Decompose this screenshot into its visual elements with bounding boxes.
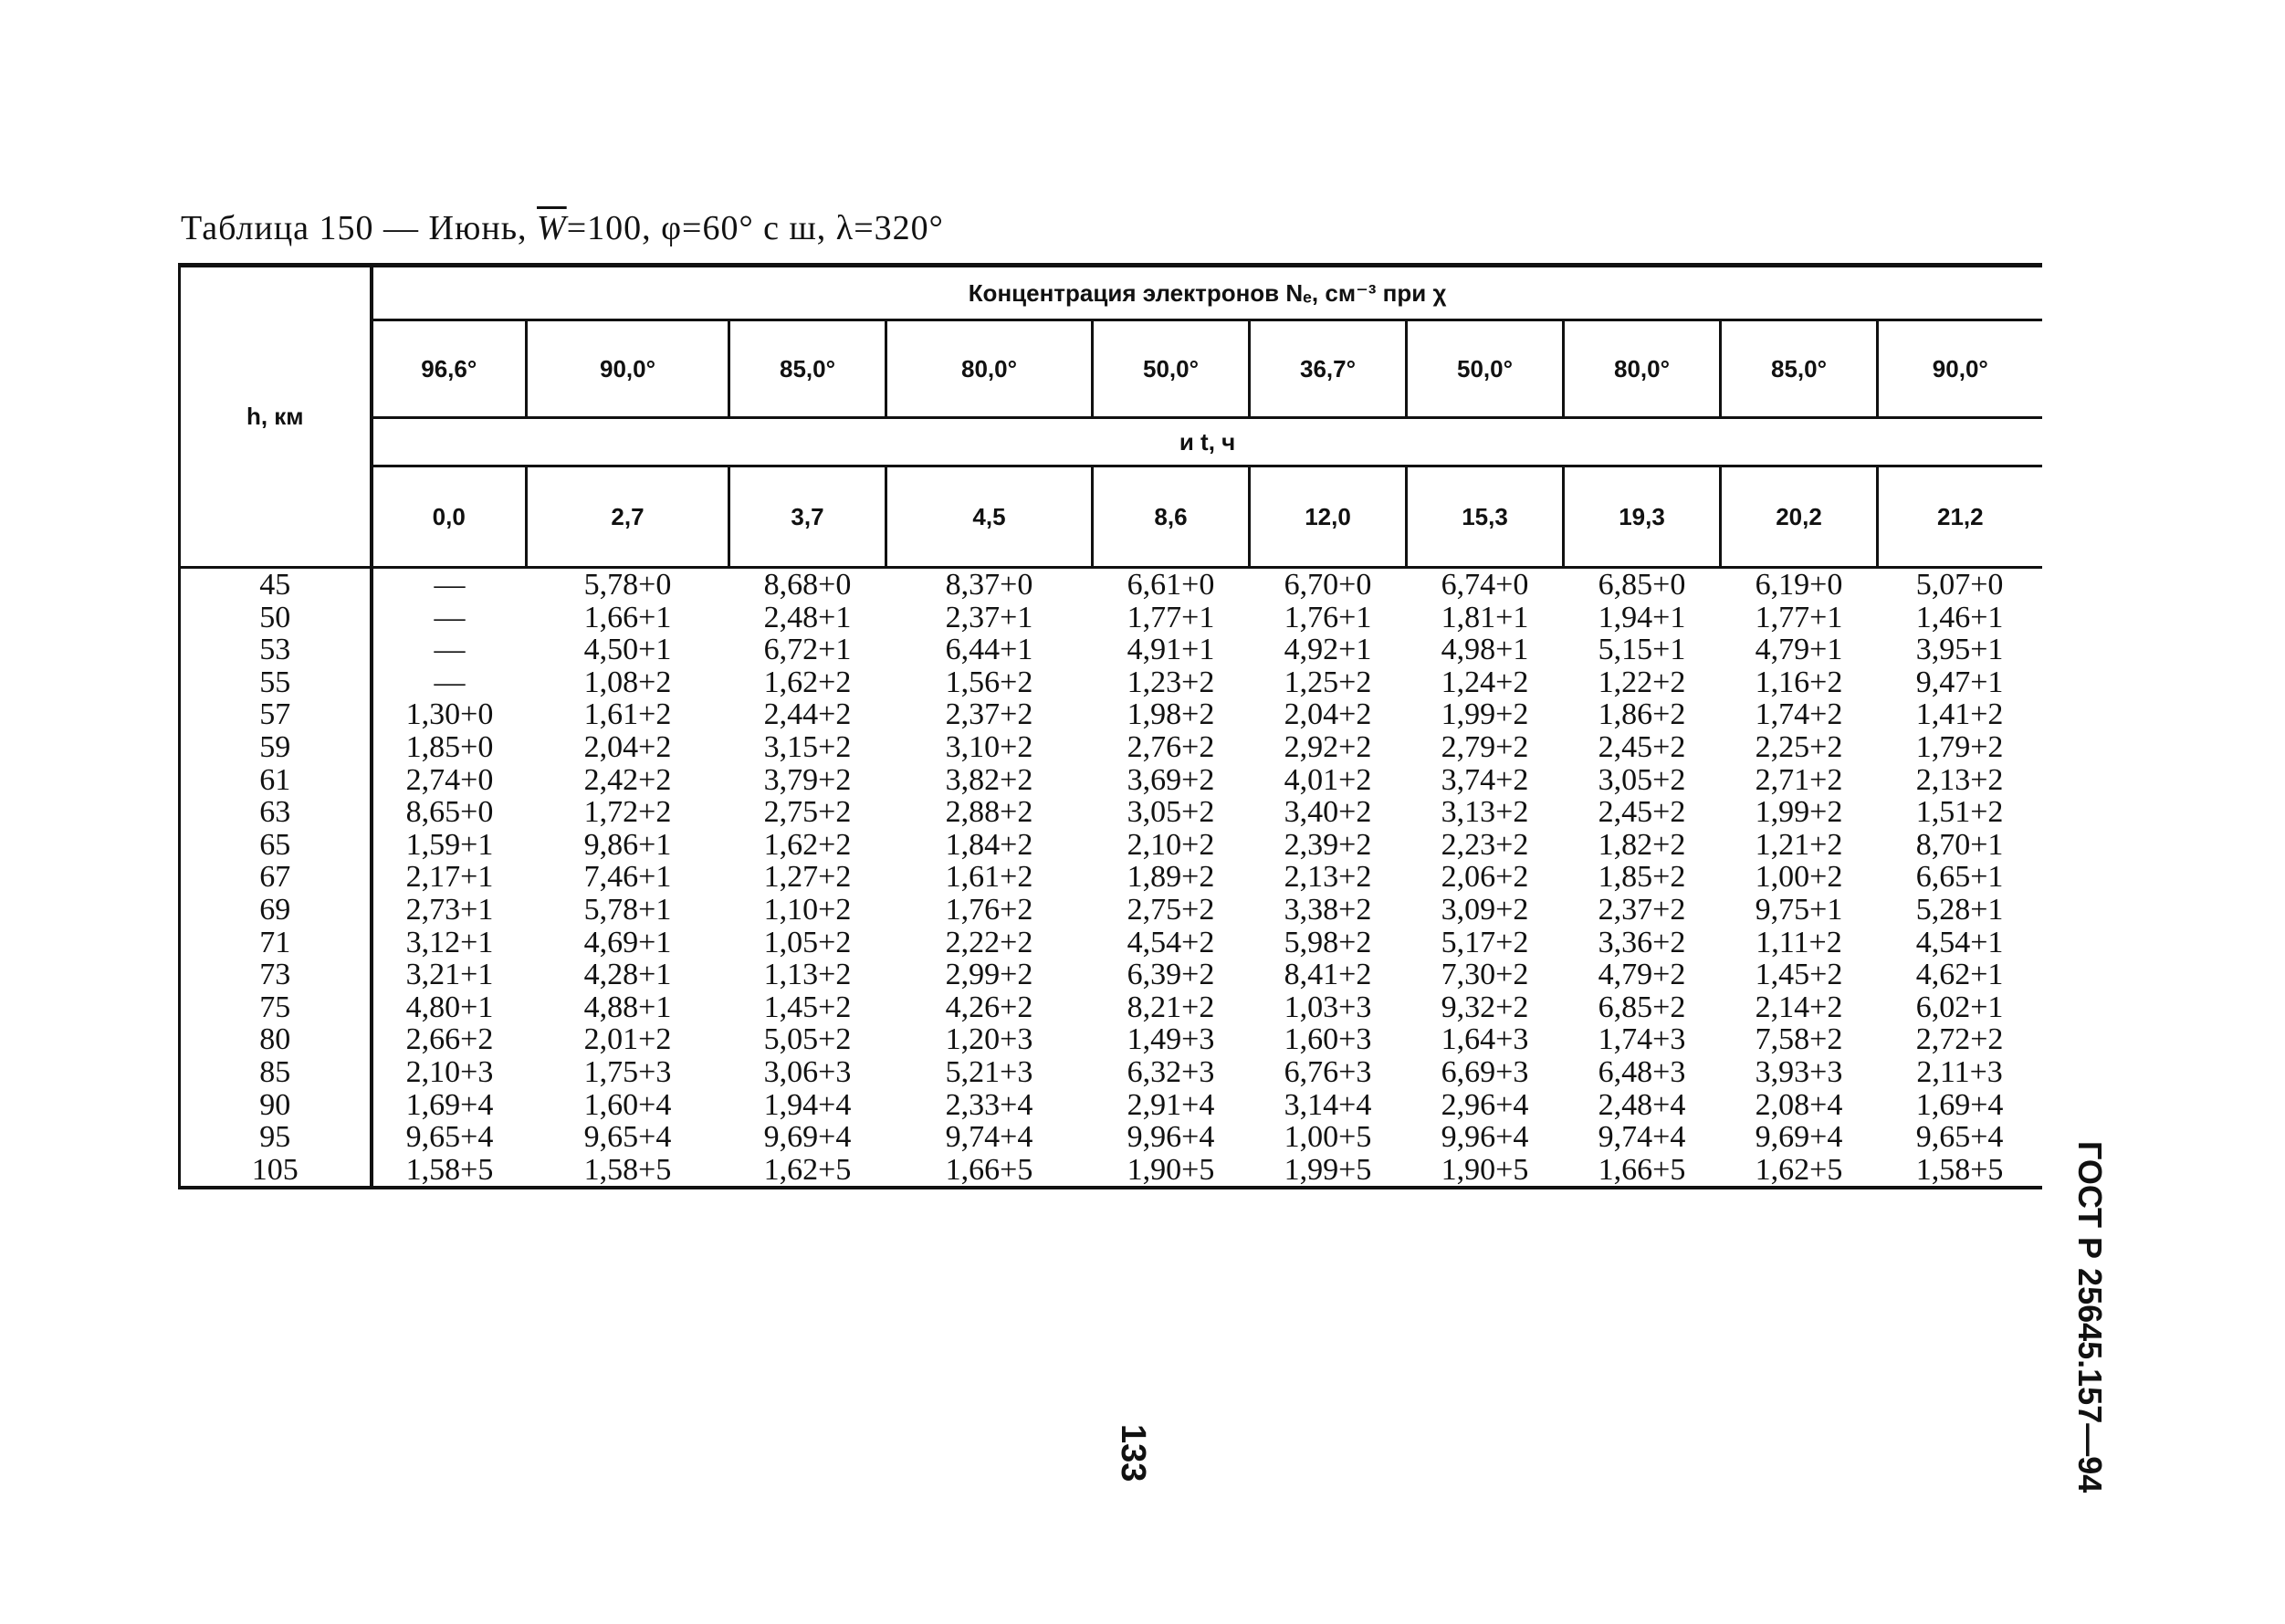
concentration-cell: 7,58+2 (1755, 1022, 1843, 1057)
concentration-cell: 3,40+2 (1284, 795, 1372, 830)
concentration-cell: 2,72+2 (1915, 1022, 2004, 1057)
table-row (180, 1023, 2042, 1056)
concentration-cell: 1,69+4 (405, 1087, 494, 1122)
concentration-cell: 1,58+5 (405, 1152, 494, 1187)
altitude-cell: 90 (180, 1089, 372, 1122)
concentration-cell: 2,14+2 (1755, 990, 1843, 1024)
concentration-cell: 1,79+2 (1915, 729, 2004, 764)
concentration-cell: 1,60+4 (583, 1087, 672, 1122)
concentration-cell: 4,91+1 (1127, 633, 1215, 667)
concentration-cell: 9,47+1 (1915, 665, 2004, 699)
concentration-cell: 1,85+0 (405, 729, 494, 764)
concentration-cell: 1,86+2 (1598, 697, 1686, 732)
angle-header-row (180, 320, 2042, 418)
concentration-cell: 4,62+1 (1915, 958, 2004, 992)
concentration-cell: 1,81+1 (1441, 600, 1529, 634)
concentration-cell: 6,85+0 (1598, 568, 1686, 602)
table-body (180, 568, 2042, 1189)
table-row (180, 829, 2042, 862)
concentration-cell: 1,74+2 (1755, 697, 1843, 732)
concentration-cell: 1,23+2 (1127, 665, 1215, 699)
concentration-cell: 1,49+3 (1127, 1022, 1215, 1057)
table-row (180, 568, 2042, 602)
concentration-cell: 2,13+2 (1284, 860, 1372, 895)
concentration-cell: 1,41+2 (1915, 697, 2004, 732)
table-row (180, 698, 2042, 731)
concentration-cell: 3,05+2 (1598, 762, 1686, 797)
concentration-cell: 2,10+3 (405, 1054, 494, 1089)
concentration-cell: 1,82+2 (1598, 827, 1686, 862)
concentration-cell: 2,73+1 (405, 892, 494, 927)
concentration-cell: 2,75+2 (763, 795, 852, 830)
concentration-cell: 1,99+5 (1284, 1152, 1372, 1187)
concentration-cell: 2,79+2 (1441, 729, 1529, 764)
concentration-cell: 2,45+2 (1598, 729, 1686, 764)
concentration-cell: 1,00+5 (1284, 1120, 1372, 1155)
time-header-cell: 12,0 (1250, 466, 1407, 568)
table-row (180, 991, 2042, 1024)
angle-header-cell: 85,0° (1721, 320, 1878, 418)
concentration-cell: 1,74+3 (1598, 1022, 1686, 1057)
concentration-cell: 1,66+5 (945, 1152, 1033, 1187)
concentration-cell: — (434, 600, 466, 634)
concentration-cell: 2,99+2 (945, 958, 1033, 992)
concentration-cell: 6,69+3 (1441, 1054, 1529, 1089)
angle-header-cell: 96,6° (372, 320, 527, 418)
concentration-cell: 4,01+2 (1284, 762, 1372, 797)
concentration-cell: 2,23+2 (1441, 827, 1529, 862)
concentration-cell: 4,79+1 (1755, 633, 1843, 667)
altitude-cell: 69 (180, 894, 372, 927)
concentration-cell: 1,10+2 (763, 892, 852, 927)
concentration-cell: 1,03+3 (1284, 990, 1372, 1024)
table-row (180, 731, 2042, 764)
concentration-cell: 1,98+2 (1127, 697, 1215, 732)
concentration-cell: 6,65+1 (1915, 860, 2004, 895)
table-row (180, 1056, 2042, 1089)
concentration-cell: 1,45+2 (763, 990, 852, 1024)
concentration-cell: 5,17+2 (1441, 925, 1529, 959)
table-row (180, 634, 2042, 666)
angle-header-cell: 90,0° (527, 320, 729, 418)
concentration-cell: 8,65+0 (405, 795, 494, 830)
time-header-cell: 8,6 (1093, 466, 1250, 568)
concentration-cell: 1,62+5 (763, 1152, 852, 1187)
time-header-cell: 19,3 (1564, 466, 1721, 568)
concentration-cell: 1,60+3 (1284, 1022, 1372, 1057)
altitude-cell: 63 (180, 796, 372, 829)
table-row (180, 1121, 2042, 1154)
concentration-cell: 9,96+4 (1441, 1120, 1529, 1155)
concentration-cell: 1,69+4 (1915, 1087, 2004, 1122)
concentration-cell: 3,12+1 (405, 925, 494, 959)
altitude-cell: 105 (180, 1154, 372, 1189)
concentration-cell: 6,74+0 (1441, 568, 1529, 602)
concentration-cell: 2,37+1 (945, 600, 1033, 634)
concentration-cell: 1,94+1 (1598, 600, 1686, 634)
concentration-cell: 6,72+1 (763, 633, 852, 667)
altitude-cell: 95 (180, 1121, 372, 1154)
concentration-cell: 1,66+5 (1598, 1152, 1686, 1187)
concentration-cell: 3,21+1 (405, 958, 494, 992)
concentration-cell: 2,44+2 (763, 697, 852, 732)
time-header-cell: 2,7 (527, 466, 729, 568)
time-header-cell: 3,7 (729, 466, 886, 568)
concentration-cell: 1,75+3 (583, 1054, 672, 1089)
concentration-cell: 3,13+2 (1441, 795, 1529, 830)
concentration-cell: 1,84+2 (945, 827, 1033, 862)
concentration-cell: 2,45+2 (1598, 795, 1686, 830)
concentration-cell: 7,30+2 (1441, 958, 1529, 992)
concentration-cell: 3,38+2 (1284, 892, 1372, 927)
concentration-cell: 1,64+3 (1441, 1022, 1529, 1057)
concentration-cell: 4,79+2 (1598, 958, 1686, 992)
concentration-cell: 1,16+2 (1755, 665, 1843, 699)
concentration-cell: 1,13+2 (763, 958, 852, 992)
concentration-cell: 2,39+2 (1284, 827, 1372, 862)
concentration-cell: 4,92+1 (1284, 633, 1372, 667)
concentration-cell: 3,14+4 (1284, 1087, 1372, 1122)
time-header-cell: 4,5 (886, 466, 1093, 568)
concentration-cell: 1,62+5 (1755, 1152, 1843, 1187)
concentration-cell: 3,74+2 (1441, 762, 1529, 797)
caption-w-symbol: $\overline{W}$ (537, 209, 567, 247)
table-row (180, 602, 2042, 634)
angle-header-cell: 90,0° (1878, 320, 2042, 418)
concentration-cell: 1,66+1 (583, 600, 672, 634)
table-row (180, 927, 2042, 959)
concentration-cell: 6,44+1 (945, 633, 1033, 667)
time-header-cell: 0,0 (372, 466, 527, 568)
concentration-cell: — (434, 633, 466, 667)
concentration-cell: 2,75+2 (1127, 892, 1215, 927)
time-header-cell: 21,2 (1878, 466, 2042, 568)
concentration-cell: 2,76+2 (1127, 729, 1215, 764)
concentration-cell: 4,69+1 (583, 925, 672, 959)
concentration-cell: 1,89+2 (1127, 860, 1215, 895)
concentration-cell: 2,13+2 (1915, 762, 2004, 797)
concentration-cell: 1,30+0 (405, 697, 494, 732)
concentration-cell: 8,21+2 (1127, 990, 1215, 1024)
concentration-cell: 4,98+1 (1441, 633, 1529, 667)
concentration-cell: 4,88+1 (583, 990, 672, 1024)
concentration-cell: 6,76+3 (1284, 1054, 1372, 1089)
concentration-cell: 2,37+2 (1598, 892, 1686, 927)
concentration-cell: 6,19+0 (1755, 568, 1843, 602)
altitude-cell: 67 (180, 861, 372, 894)
concentration-cell: 3,06+3 (763, 1054, 852, 1089)
concentration-cell: 1,20+3 (945, 1022, 1033, 1057)
concentration-cell: 1,51+2 (1915, 795, 2004, 830)
concentration-cell: 1,46+1 (1915, 600, 2004, 634)
concentration-cell: 2,92+2 (1284, 729, 1372, 764)
angle-header-cell: 80,0° (1564, 320, 1721, 418)
table-row (180, 666, 2042, 699)
concentration-cell: 6,70+0 (1284, 568, 1372, 602)
time-header-cell: 15,3 (1407, 466, 1564, 568)
concentration-cell: 2,66+2 (405, 1022, 494, 1057)
altitude-cell: 61 (180, 764, 372, 797)
concentration-cell: 1,90+5 (1441, 1152, 1529, 1187)
concentration-cell: 2,74+0 (405, 762, 494, 797)
concentration-cell: 1,62+2 (763, 827, 852, 862)
caption-prefix: Таблица 150 — Июнь, (181, 209, 538, 247)
concentration-cell: 1,08+2 (583, 665, 672, 699)
concentration-cell: 9,65+4 (405, 1120, 494, 1155)
concentration-cell: — (434, 665, 466, 699)
concentration-cell: 3,79+2 (763, 762, 852, 797)
concentration-cell: 3,36+2 (1598, 925, 1686, 959)
concentration-cell: 1,24+2 (1441, 665, 1529, 699)
time-header-row (180, 466, 2042, 568)
angle-header-cell: 80,0° (886, 320, 1093, 418)
concentration-cell: 4,80+1 (405, 990, 494, 1024)
caption-rest: =100, φ=60° с ш, λ=320° (566, 209, 944, 247)
concentration-cell: 1,94+4 (763, 1087, 852, 1122)
table-row (180, 861, 2042, 894)
concentration-cell: 1,61+2 (945, 860, 1033, 895)
concentration-cell: 1,77+1 (1755, 600, 1843, 634)
concentration-cell: 2,88+2 (945, 795, 1033, 830)
altitude-cell: 65 (180, 829, 372, 862)
concentration-cell: 1,56+2 (945, 665, 1033, 699)
concentration-cell: 6,39+2 (1127, 958, 1215, 992)
concentration-cell: 7,46+1 (583, 860, 672, 895)
time-header-cell: 20,2 (1721, 466, 1878, 568)
concentration-cell: 3,82+2 (945, 762, 1033, 797)
table-row (180, 796, 2042, 829)
concentration-cell: 1,45+2 (1755, 958, 1843, 992)
concentration-cell: 1,59+1 (405, 827, 494, 862)
concentration-cell: 1,85+2 (1598, 860, 1686, 895)
table-row (180, 764, 2042, 797)
concentration-cell: 3,95+1 (1915, 633, 2004, 667)
concentration-cell: 3,69+2 (1127, 762, 1215, 797)
concentration-cell: 1,11+2 (1756, 925, 1842, 959)
concentration-cell: 3,93+3 (1755, 1054, 1843, 1089)
concentration-cell: 2,04+2 (583, 729, 672, 764)
concentration-cell: 9,69+4 (1755, 1120, 1843, 1155)
concentration-cell: 2,96+4 (1441, 1087, 1529, 1122)
concentration-cell: 2,04+2 (1284, 697, 1372, 732)
concentration-cell: 9,75+1 (1755, 892, 1843, 927)
concentration-cell: 9,32+2 (1441, 990, 1529, 1024)
concentration-cell: 2,22+2 (945, 925, 1033, 959)
concentration-cell: 1,27+2 (763, 860, 852, 895)
concentration-cell: 1,22+2 (1598, 665, 1686, 699)
concentration-cell: 1,76+1 (1284, 600, 1372, 634)
concentration-cell: 1,99+2 (1441, 697, 1529, 732)
concentration-cell: 5,78+1 (583, 892, 672, 927)
concentration-cell: 1,25+2 (1284, 665, 1372, 699)
concentration-header: Концентрация электронов Nₑ, см⁻³ при χ (372, 266, 2042, 320)
concentration-cell: 1,00+2 (1755, 860, 1843, 895)
concentration-cell: 5,05+2 (763, 1022, 852, 1057)
angle-header-cell: 36,7° (1250, 320, 1407, 418)
concentration-cell: 4,28+1 (583, 958, 672, 992)
concentration-cell: 1,76+2 (945, 892, 1033, 927)
concentration-cell: 5,28+1 (1915, 892, 2004, 927)
concentration-cell: 1,99+2 (1755, 795, 1843, 830)
concentration-cell: 2,01+2 (583, 1022, 672, 1057)
concentration-cell: 1,61+2 (583, 697, 672, 732)
concentration-cell: 1,90+5 (1127, 1152, 1215, 1187)
concentration-cell: 8,70+1 (1915, 827, 2004, 862)
concentration-cell: 9,69+4 (763, 1120, 852, 1155)
concentration-cell: 2,08+4 (1755, 1087, 1843, 1122)
concentration-cell: 5,98+2 (1284, 925, 1372, 959)
concentration-cell: 2,42+2 (583, 762, 672, 797)
concentration-cell: 3,15+2 (763, 729, 852, 764)
altitude-cell: 85 (180, 1056, 372, 1089)
concentration-cell: 4,54+1 (1915, 925, 2004, 959)
concentration-cell: 3,10+2 (945, 729, 1033, 764)
table-row (180, 959, 2042, 991)
concentration-cell: 8,37+0 (945, 568, 1033, 602)
table-caption (181, 208, 944, 248)
concentration-cell: 6,32+3 (1127, 1054, 1215, 1089)
concentration-cell: 8,41+2 (1284, 958, 1372, 992)
concentration-cell: 9,65+4 (1915, 1120, 2004, 1155)
concentration-cell: 5,78+0 (583, 568, 672, 602)
time-header: и t, ч (372, 418, 2042, 466)
altitude-cell: 73 (180, 959, 372, 991)
concentration-cell: 1,77+1 (1127, 600, 1215, 634)
concentration-cell: 4,26+2 (945, 990, 1033, 1024)
concentration-cell: 3,09+2 (1441, 892, 1529, 927)
standard-code: ГОСТ Р 25645.157—94 (2071, 1141, 2109, 1493)
altitude-cell: 57 (180, 698, 372, 731)
concentration-cell: 6,02+1 (1915, 990, 2004, 1024)
concentration-cell: — (434, 568, 466, 602)
concentration-cell: 5,07+0 (1915, 568, 2004, 602)
h-column-header: h, км (180, 266, 372, 568)
concentration-cell: 2,91+4 (1127, 1087, 1215, 1122)
concentration-cell: 1,62+2 (763, 665, 852, 699)
electron-concentration-table (178, 263, 2042, 1189)
concentration-cell: 9,96+4 (1127, 1120, 1215, 1155)
concentration-cell: 2,10+2 (1127, 827, 1215, 862)
concentration-cell: 2,11+3 (1916, 1054, 2003, 1089)
concentration-cell: 2,48+1 (763, 600, 852, 634)
concentration-cell: 2,17+1 (405, 860, 494, 895)
concentration-cell: 9,65+4 (583, 1120, 672, 1155)
concentration-cell: 6,85+2 (1598, 990, 1686, 1024)
altitude-cell: 55 (180, 666, 372, 699)
concentration-cell: 3,05+2 (1127, 795, 1215, 830)
concentration-cell: 9,74+4 (945, 1120, 1033, 1155)
concentration-cell: 9,86+1 (583, 827, 672, 862)
concentration-cell: 1,72+2 (583, 795, 672, 830)
concentration-cell: 1,58+5 (583, 1152, 672, 1187)
concentration-cell: 4,50+1 (583, 633, 672, 667)
table-row (180, 1154, 2042, 1189)
concentration-cell: 9,74+4 (1598, 1120, 1686, 1155)
page-number: 133 (1114, 1424, 1152, 1483)
altitude-cell: 50 (180, 602, 372, 634)
concentration-cell: 2,25+2 (1755, 729, 1843, 764)
concentration-cell: 1,05+2 (763, 925, 852, 959)
altitude-cell: 59 (180, 731, 372, 764)
altitude-cell: 53 (180, 634, 372, 666)
concentration-cell: 6,48+3 (1598, 1054, 1686, 1089)
concentration-cell: 2,06+2 (1441, 860, 1529, 895)
concentration-cell: 2,48+4 (1598, 1087, 1686, 1122)
altitude-cell: 80 (180, 1023, 372, 1056)
altitude-cell: 71 (180, 927, 372, 959)
concentration-cell: 4,54+2 (1127, 925, 1215, 959)
concentration-cell: 2,71+2 (1755, 762, 1843, 797)
angle-header-cell: 85,0° (729, 320, 886, 418)
table-row (180, 1089, 2042, 1122)
concentration-cell: 2,33+4 (945, 1087, 1033, 1122)
table-row (180, 894, 2042, 927)
angle-header-cell: 50,0° (1093, 320, 1250, 418)
concentration-cell: 5,15+1 (1598, 633, 1686, 667)
concentration-cell: 1,21+2 (1755, 827, 1843, 862)
concentration-cell: 1,58+5 (1915, 1152, 2004, 1187)
angle-header-cell: 50,0° (1407, 320, 1564, 418)
altitude-cell: 45 (180, 568, 372, 602)
concentration-cell: 2,37+2 (945, 697, 1033, 732)
concentration-cell: 6,61+0 (1127, 568, 1215, 602)
altitude-cell: 75 (180, 991, 372, 1024)
concentration-cell: 5,21+3 (945, 1054, 1033, 1089)
concentration-cell: 8,68+0 (763, 568, 852, 602)
